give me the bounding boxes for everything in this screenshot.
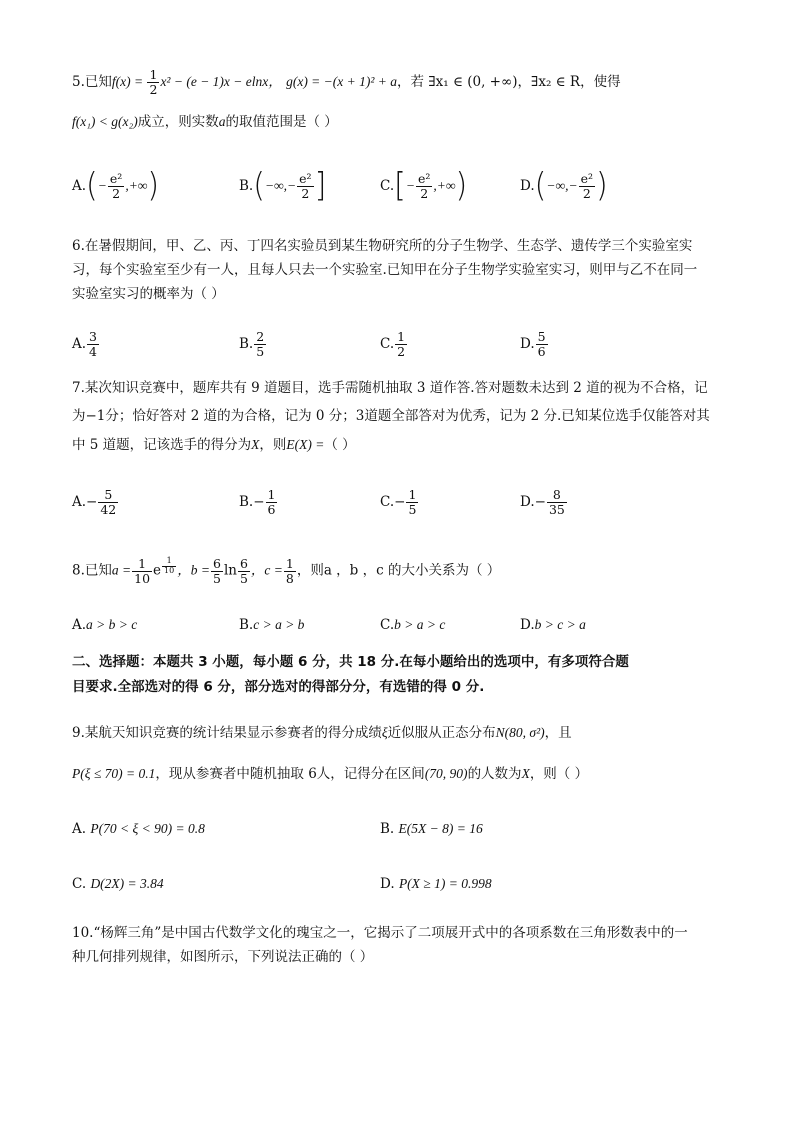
option-label: C. — [380, 177, 395, 194]
fraction-numerator: 5 — [98, 488, 118, 503]
fraction-numerator: 2 — [256, 329, 265, 344]
q10-stem-line2: 种几何排列规律，如图所示，下列说法正确的（ ） — [72, 949, 374, 965]
q9-stem-line2 — [72, 763, 722, 785]
q8-tail: ，则a ，b ，c 的大小关系为（ ） — [296, 562, 501, 579]
q8-option-c[interactable] — [380, 614, 445, 636]
option-label: B. — [239, 177, 254, 194]
q9-option-c[interactable] — [72, 873, 164, 895]
q6-stem-line1: 6.在暑假期间，甲、乙、丙、丁四名实验员到某生物研究所的分子生物学、生态学、遗传学三个实验室实 — [72, 238, 693, 254]
option-fraction — [108, 172, 124, 201]
q5-number: 5.已知 — [72, 73, 112, 90]
q7-tail: （ ） — [324, 437, 356, 453]
q9-tail: ，则（ ） — [529, 766, 589, 782]
q9-option-a[interactable] — [72, 818, 205, 840]
option-label: A. — [72, 493, 87, 510]
q5-stem-line2 — [72, 111, 722, 133]
option-label: D. — [520, 493, 535, 510]
q5-text: 成立，则实数 — [137, 114, 219, 130]
q9-stem-line1 — [72, 722, 722, 744]
fraction-denominator: 2 — [149, 81, 158, 97]
q6-stem-line2: 习，每个实验室至少有一人，且每人只去一个实验室.已知甲在分子生物学实验室实习，则甲与乙不在同一 — [72, 262, 698, 278]
q8-ln: ln — [223, 562, 237, 579]
fraction-denominator: 6 — [537, 343, 546, 359]
option-label: C. — [380, 617, 395, 633]
fraction-numerator: 1 — [132, 557, 152, 572]
option-fraction — [98, 488, 118, 517]
fraction-numerator: 6 — [239, 555, 248, 571]
q9-text: ，现从参赛者中随机抽取 6人，记得分在区间 — [155, 766, 425, 782]
fraction-numerator: e² — [417, 171, 431, 186]
fraction-denominator: 2 — [397, 343, 406, 359]
q5-option-c[interactable] — [380, 166, 468, 205]
q5-inequality: f(x₁) < g(x₂) — [72, 114, 138, 129]
option-text: D(2X) = 3.84 — [90, 876, 164, 891]
option-label: D. — [520, 177, 535, 194]
q9-xi: ξ — [381, 725, 388, 740]
fraction-denominator: 2 — [420, 185, 429, 201]
option-rest: ,+∞ — [433, 177, 456, 193]
option-fraction — [579, 172, 595, 201]
q8-option-a[interactable] — [72, 614, 137, 636]
option-label: A. — [72, 821, 87, 837]
option-text: c > a > b — [253, 617, 305, 632]
fraction-denominator: 4 — [89, 343, 97, 359]
q5-g-definition: g(x) = −(x + 1)² + a — [286, 73, 398, 89]
q7-text: 中 5 道题，记该选手的得分为 — [72, 437, 252, 453]
q6-stem-line3: 实验室实习的概率为（ ） — [72, 286, 225, 302]
q9-option-b[interactable] — [380, 818, 483, 840]
q8-number: 8.已知 — [72, 562, 112, 579]
q8-a-exponent — [162, 557, 176, 576]
bracket-right: ) — [596, 166, 608, 205]
q6-option-a[interactable] — [72, 330, 100, 359]
fraction-denominator: 42 — [100, 501, 117, 517]
option-fraction — [254, 330, 266, 359]
fraction-denominator: 5 — [212, 570, 221, 586]
fraction-numerator: 8 — [547, 488, 567, 503]
option-label: A. — [72, 177, 87, 194]
q7-text: ，则 — [259, 437, 287, 453]
option-sign: − — [86, 493, 98, 510]
q9-text: 的人数为 — [467, 766, 522, 782]
fraction-numerator: 1 — [285, 555, 294, 571]
q5-condition: ，若 ∃x₁ ∈ (0, +∞)，∃x₂ ∈ R，使得 — [397, 73, 621, 90]
fraction-denominator: 2 — [301, 185, 310, 201]
q6-option-b[interactable] — [239, 330, 267, 359]
section-2-heading-line2: 目要求.全部选对的得 6 分，部分选对的得部分分，有选错的得 0 分. — [72, 679, 485, 695]
option-text: b > a > c — [394, 617, 446, 632]
q7-option-b[interactable] — [239, 488, 278, 517]
option-sign: − — [394, 493, 406, 510]
bracket-left: ( — [534, 166, 547, 205]
fraction-denominator: 10 — [134, 570, 151, 586]
q9-text: 近似服从正态分布 — [387, 725, 496, 741]
fraction-numerator: 1 — [162, 557, 176, 567]
option-fraction — [266, 488, 278, 517]
q5-option-a[interactable] — [72, 166, 160, 205]
bracket-right: ) — [455, 166, 468, 205]
option-label: B. — [239, 493, 254, 510]
fraction-numerator: 1 — [267, 487, 276, 502]
option-fraction — [416, 172, 432, 201]
fraction-numerator: 3 — [89, 329, 97, 344]
q5-stem-line1 — [72, 68, 722, 97]
q5-f-definition: f(x) = — [111, 73, 147, 89]
fraction-denominator: 5 — [239, 570, 248, 586]
bracket-left: [ — [394, 166, 406, 205]
fraction-denominator: 10 — [164, 566, 175, 575]
q7-stem-line2: 为−1分；恰好答对 2 道的为合格，记为 0 分；3道题全部答对为优秀，记为 2 分.已知某位选手仅能答对其 — [72, 408, 710, 424]
option-fraction — [536, 330, 548, 359]
q7-option-c[interactable] — [380, 488, 419, 517]
option-text: P(X ≥ 1) = 0.998 — [398, 876, 492, 891]
option-label: B. — [239, 617, 254, 633]
fraction-denominator: 2 — [112, 185, 121, 201]
q7-variable-x: X — [251, 437, 260, 452]
option-fraction — [547, 488, 567, 517]
q9-text: 9.某航天知识竞赛的统计结果显示参赛者的得分成绩 — [72, 725, 382, 741]
bracket-right: ) — [147, 166, 160, 205]
q10-stem-line1: 10.“杨辉三角”是中国古代数学文化的瑰宝之一，它揭示了二项展开式中的各项系数在三角形数表中的一 — [72, 925, 688, 941]
fraction-numerator: 6 — [212, 555, 221, 571]
q9-normal-dist: N(80, σ²) — [495, 725, 545, 740]
q8-c-fraction — [284, 557, 296, 586]
bracket-left: ( — [253, 166, 265, 205]
fraction-numerator: e² — [580, 171, 593, 186]
q7-expectation: E(X) = — [286, 437, 325, 452]
q8-option-b[interactable] — [239, 614, 304, 636]
option-text: a > b > c — [86, 617, 138, 632]
option-fraction — [87, 330, 99, 359]
option-sign: − — [405, 177, 415, 193]
q9-variable-x: X — [521, 766, 530, 781]
option-label: A. — [72, 617, 87, 633]
q7-option-d[interactable] — [520, 488, 568, 517]
q8-b-def: ，b = — [177, 562, 210, 578]
q6-option-c[interactable] — [380, 330, 408, 359]
q7-option-a[interactable] — [72, 488, 119, 517]
option-sign: −∞,− — [546, 177, 578, 193]
q5-half-fraction — [147, 68, 159, 97]
q8-a-def: a = — [111, 562, 132, 578]
q5-option-b[interactable] — [239, 166, 327, 205]
option-text: b > c > a — [534, 617, 586, 632]
option-text: E(5X − 8) = 16 — [398, 821, 483, 836]
bracket-left: ( — [86, 166, 98, 205]
q5-tail: 的取值范围是（ ） — [225, 114, 338, 130]
q9-probability: P(ξ ≤ 70) = 0.1 — [72, 766, 156, 781]
option-label: C. — [72, 876, 87, 892]
section-2-heading-line1: 二、选择题：本题共 3 小题，每小题 6 分，共 18 分.在每小题给出的选项中，有多项符合题 — [72, 654, 629, 670]
option-fraction — [395, 330, 407, 359]
option-label: C. — [380, 335, 395, 352]
option-sign: − — [534, 493, 546, 510]
option-sign: − — [97, 177, 107, 193]
fraction-numerator: e² — [109, 171, 123, 186]
fraction-numerator: e² — [299, 171, 312, 186]
fraction-denominator: 35 — [548, 501, 565, 517]
option-label: A. — [72, 335, 87, 352]
q9-text: ，且 — [544, 725, 572, 741]
q8-a-fraction — [132, 557, 152, 586]
q9-option-d[interactable] — [380, 873, 492, 895]
fraction-denominator: 8 — [285, 570, 294, 586]
fraction-numerator: 1 — [149, 67, 158, 82]
option-fraction — [297, 172, 313, 201]
option-sign: −∞,− — [264, 177, 297, 193]
bracket-right: ] — [314, 166, 327, 205]
option-text: P(70 < ξ < 90) = 0.8 — [90, 821, 205, 836]
q8-e: e — [153, 562, 162, 579]
option-rest: ,+∞ — [125, 177, 148, 193]
fraction-denominator: 5 — [256, 343, 265, 359]
q7-stem-line1: 7.某次知识竞赛中，题库共有 9 道题目，选手需随机抽取 3 道作答.答对题数未达到 2 道的视为不合格，记 — [72, 380, 708, 396]
q8-option-d[interactable] — [520, 614, 586, 636]
fraction-denominator: 6 — [267, 501, 276, 517]
fraction-denominator: 5 — [408, 501, 417, 517]
option-label: D. — [520, 335, 535, 352]
q7-stem-line3 — [72, 434, 722, 456]
fraction-numerator: 1 — [408, 487, 417, 502]
option-label: B. — [239, 335, 254, 352]
q5-option-d[interactable] — [520, 166, 608, 205]
option-fraction — [406, 488, 418, 517]
option-label: C. — [380, 493, 395, 510]
q8-c-def: ，c = — [250, 562, 283, 578]
q5-f-rest: x² − (e − 1)x − elnx， — [160, 73, 282, 89]
fraction-numerator: 5 — [537, 329, 546, 344]
option-label: D. — [520, 617, 535, 633]
q6-option-d[interactable] — [520, 330, 549, 359]
q9-interval: (70, 90) — [424, 766, 468, 781]
q8-b-fraction — [211, 557, 223, 586]
option-label: B. — [380, 821, 395, 837]
q8-b-fraction-2 — [238, 557, 250, 586]
option-label: D. — [380, 876, 395, 892]
q5-variable-a: a — [218, 114, 226, 129]
fraction-numerator: 1 — [397, 329, 406, 344]
fraction-denominator: 2 — [582, 185, 591, 201]
q8-stem — [72, 556, 722, 585]
option-sign: − — [253, 493, 265, 510]
